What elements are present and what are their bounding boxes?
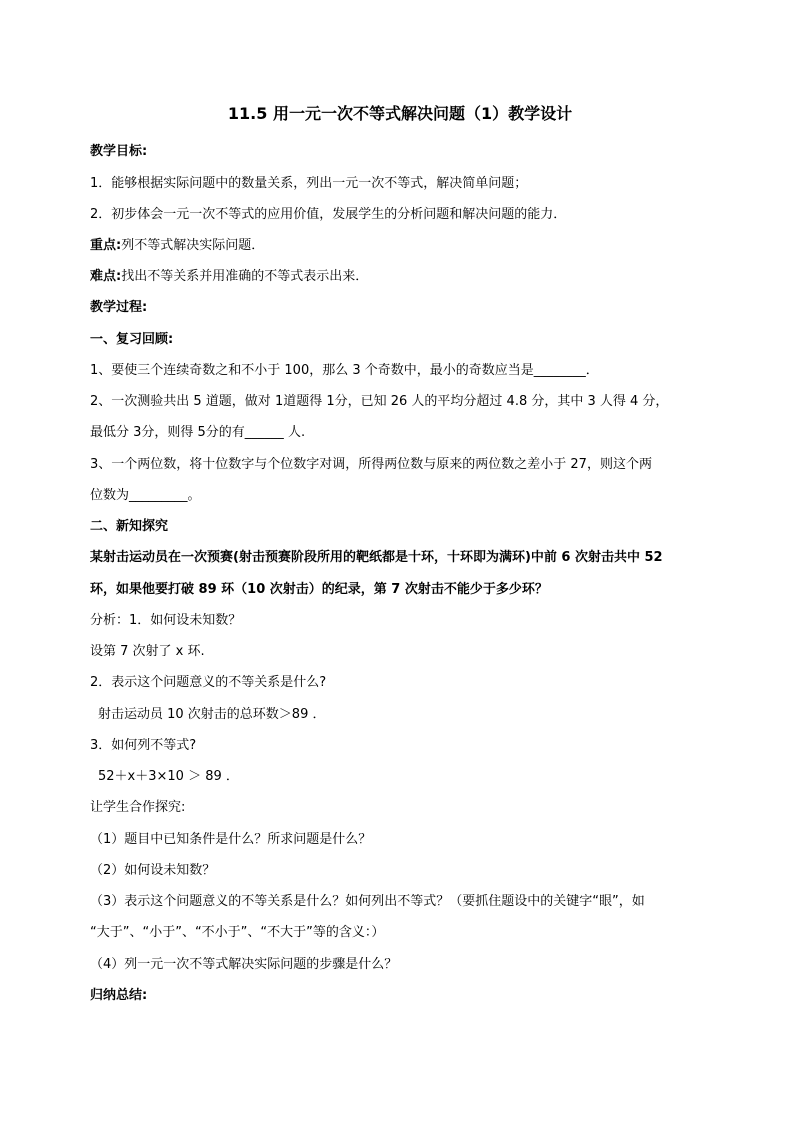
coop-question-4: （4）列一元一次不等式解决实际问题的步骤是什么？: [90, 957, 398, 972]
review-question-2-line-1: 2、一次测验共出 5 道题，做对 1道题得 1分，已知 26 人的平均分超过 4.8 分，其中 3 人得 4 分，: [90, 394, 669, 409]
key-point: [90, 237, 710, 255]
review-question-3-line-2: 位数为_________。: [90, 488, 201, 503]
analysis-3: 3．如何列不等式?: [90, 738, 197, 753]
objective-1: 1．能够根据实际问题中的数量关系，列出一元一次不等式，解决简单问题；: [90, 176, 528, 191]
difficulty: [90, 268, 710, 286]
analysis-1-answer: 设第 7 次射了 x 环.: [90, 644, 205, 659]
explore-heading: 二、新知探究: [90, 519, 169, 534]
objectives-heading: 教学目标:: [90, 144, 148, 159]
analysis-2: 2．表示这个问题意义的不等关系是什么?: [90, 675, 327, 690]
difficulty-text: 找出不等关系并用准确的不等式表示出来．: [121, 269, 369, 284]
process-heading: 教学过程:: [90, 300, 148, 315]
analysis-3-answer: 52＋x＋3×10 ＞ 89 ．: [98, 769, 239, 784]
coop-question-1: （1）题目中已知条件是什么？所求问题是什么？: [90, 832, 372, 847]
key-point-text: 列不等式解决实际问题．: [121, 238, 265, 253]
coop-question-3-line-1: （3）表示这个问题意义的不等关系是什么？如何列出不等式？（要抓住题设中的关键字“眼”，如: [90, 894, 645, 909]
review-question-3-line-1: 3、一个两位数，将十位数字与个位数字对调，所得两位数与原来的两位数之差小于 27，则这个两: [90, 457, 652, 472]
page-title: 11.5 用一元一次不等式解决问题（1）教学设计: [227, 104, 573, 123]
review-question-2-line-2: 最低分 3分，则得 5分的有______ 人.: [90, 425, 306, 440]
problem-line-2: 环，如果他要打破 89 环（10 次射击）的纪录，第 7 次射击不能少于多少环？: [90, 582, 548, 597]
review-question-1: 1、要使三个连续奇数之和不小于 100，那么 3 个奇数中，最小的奇数应当是________．: [90, 363, 599, 378]
coop-question-2: （2）如何设未知数？: [90, 863, 216, 878]
objective-2: 2．初步体会一元一次不等式的应用价值，发展学生的分析问题和解决问题的能力．: [90, 207, 567, 222]
coop-question-3-line-2: “大于”、“小于”、“不小于”、“不大于”等的含义：）: [90, 925, 385, 940]
difficulty-label: 难点:: [90, 269, 122, 284]
analysis-1: 分析：1．如何设未知数？: [90, 613, 242, 628]
analysis-2-answer: 射击运动员 10 次射击的总环数＞89 ．: [98, 707, 326, 722]
coop-heading: 让学生合作探究:: [90, 800, 186, 815]
review-heading: 一、复习回顾:: [90, 332, 174, 347]
problem-line-1: 某射击运动员在一次预赛(射击预赛阶段所用的靶纸都是十环，十环即为满环)中前 6 次射击共中 52: [90, 550, 663, 565]
key-point-label: 重点:: [90, 238, 122, 253]
summary-heading: 归纳总结:: [90, 988, 148, 1003]
